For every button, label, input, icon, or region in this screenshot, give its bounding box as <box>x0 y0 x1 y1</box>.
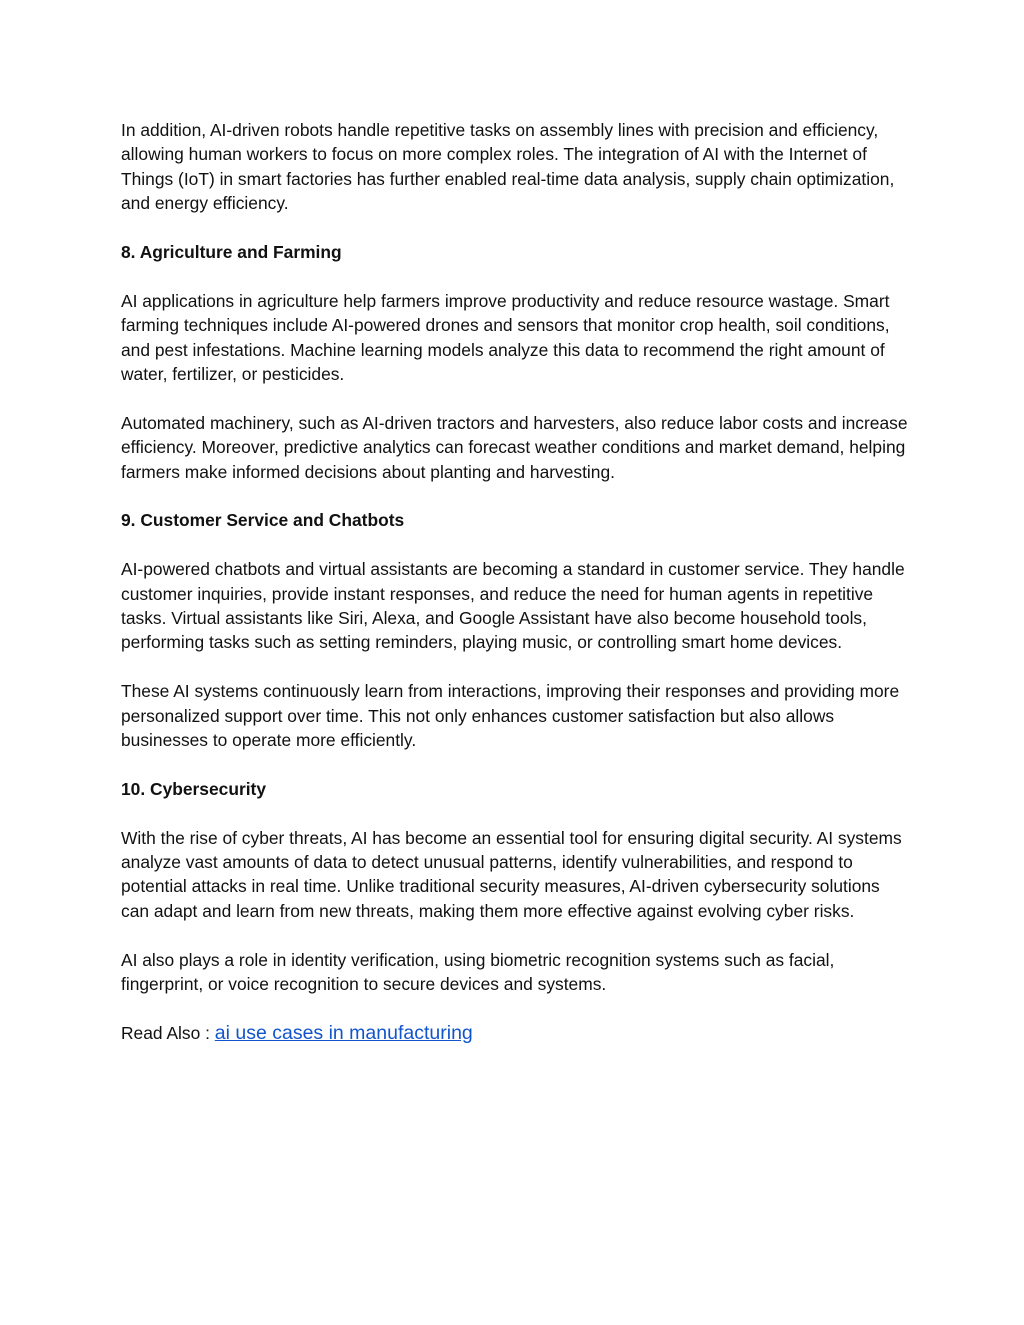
heading-cybersecurity: 10. Cybersecurity <box>121 778 267 799</box>
paragraph-agriculture-machinery: Automated machinery, such as AI-driven tractors and harvesters, also reduce labor costs and increase efficiency. Moreover, predictive analytics can forecast weather conditions and market demand, helping farmers make informed decisions about planting and harvesting. <box>121 412 908 482</box>
heading-customer-service: 9. Customer Service and Chatbots <box>121 510 405 531</box>
read-also-line <box>121 1021 911 1045</box>
read-also-link[interactable]: ai use cases in manufacturing <box>214 1021 473 1044</box>
paragraph-agriculture-ai: AI applications in agriculture help farmers improve productivity and reduce resource wastage. Smart farming techniques include AI-powered drones and sensors that monitor crop health, soil conditions, and pest infestations. Machine learning models analyze this data to recommend the right amount of water, fertilizer, or pesticides. <box>121 290 890 385</box>
paragraph-ai-learning: These AI systems continuously learn from interactions, improving their responses and providing more personalized support over time. This not only enhances customer satisfaction but also allows businesses to operate more efficiently. <box>121 681 900 751</box>
read-also-label: Read Also : <box>121 1022 215 1043</box>
document-page <box>121 118 911 1045</box>
paragraph-identity-verification: AI also plays a role in identity verification, using biometric recognition systems such as facial, fingerprint, or voice recognition to secure devices and systems. <box>121 949 835 995</box>
heading-agriculture: 8. Agriculture and Farming <box>121 242 342 263</box>
paragraph-chatbots: AI-powered chatbots and virtual assistants are becoming a standard in customer service. They handle customer inquiries, provide instant responses, and reduce the need for human agents in repetitive tasks. Virtual assistants like Siri, Alexa, and Google Assistant have also become household tools, performing tasks such as setting reminders, playing music, or controlling smart home devices. <box>121 559 905 653</box>
paragraph-cyber-threats: With the rise of cyber threats, AI has become an essential tool for ensuring digital security. AI systems analyze vast amounts of data to detect unusual patterns, identify vulnerabilities, and respond to potential attacks in real time. Unlike traditional security measures, AI-driven cybersecurity solutions can adapt and learn from new threats, making them more effective against evolving cyber risks. <box>121 827 902 921</box>
paragraph-manufacturing-robots: In addition, AI-driven robots handle repetitive tasks on assembly lines with precision and efficiency, allowing human workers to focus on more complex roles. The integration of AI with the Internet of Things (IoT) in smart factories has further enabled real-time data analysis, supply chain optimization, and energy efficiency. <box>121 120 895 214</box>
